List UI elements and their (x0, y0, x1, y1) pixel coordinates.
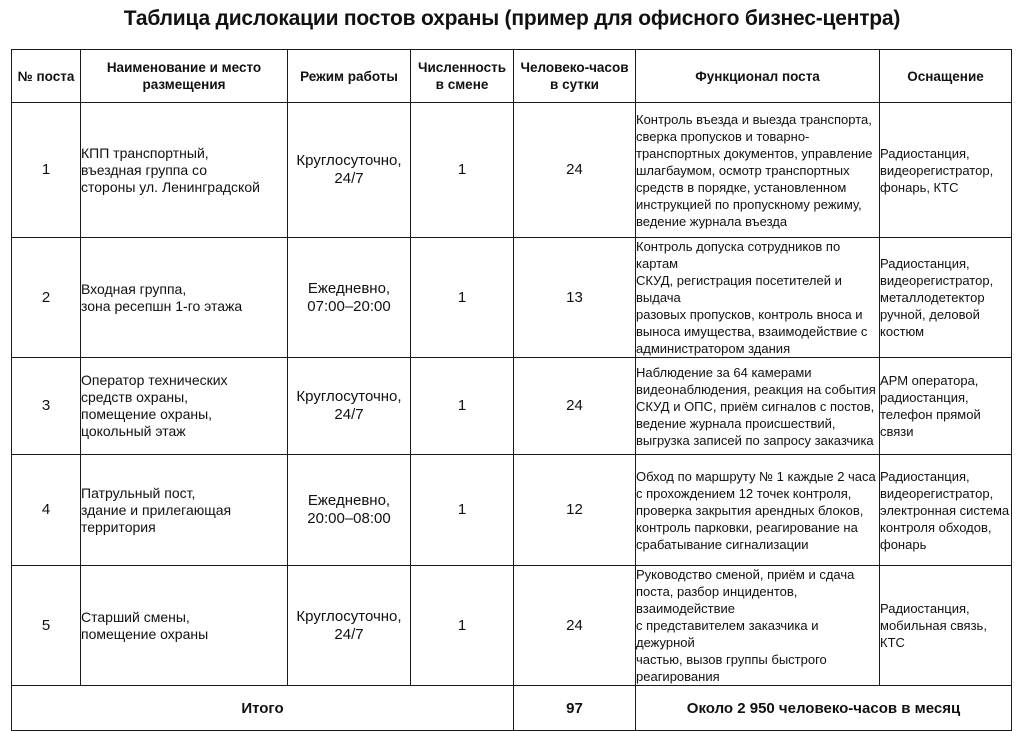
post-number: 4 (12, 455, 81, 566)
table-row (12, 238, 1012, 358)
total-label: Итого (12, 686, 514, 731)
page-title: Таблица дислокации постов охраны (пример для офисного бизнес-центра) (123, 7, 901, 30)
header-functions: Функционал поста (636, 50, 880, 103)
post-functions: Наблюдение за 64 камерами видеонаблюдения, реакция на события СКУД и ОПС, приём сигналов с постов, ведение журнала происшествий, выгрузка записей по запросу заказчика (636, 358, 880, 455)
total-man-hours: 97 (514, 686, 636, 731)
post-place: Оператор технических средств охраны, помещение охраны, цокольный этаж (81, 358, 288, 455)
header-equipment: Оснащение (880, 50, 1012, 103)
post-number: 5 (12, 566, 81, 686)
post-equipment: Радиостанция, видеорегистратор, металлодетектор ручной, деловой костюм (880, 238, 1012, 358)
post-number: 3 (12, 358, 81, 455)
table-row (12, 455, 1012, 566)
post-shift-count: 1 (411, 358, 514, 455)
table-row (12, 358, 1012, 455)
post-work-mode: Круглосуточно, 24/7 (288, 566, 411, 686)
header-post-number: № поста (12, 50, 81, 103)
post-work-mode: Круглосуточно, 24/7 (288, 103, 411, 238)
post-work-mode: Круглосуточно, 24/7 (288, 358, 411, 455)
post-number: 2 (12, 238, 81, 358)
post-equipment: АРМ оператора, радиостанция, телефон прямой связи (880, 358, 1012, 455)
post-number: 1 (12, 103, 81, 238)
post-functions: Обход по маршруту № 1 каждые 2 часа с прохождением 12 точек контроля, проверка закрытия арендных блоков, контроль парковки, реагирование на срабатывание сигнализации (636, 455, 880, 566)
post-functions: Руководство сменой, приём и сдача поста, разбор инцидентов, взаимодействие с представителем заказчика и дежурной частью, вызов группы быстрого реагирования (636, 566, 880, 686)
post-equipment: Радиостанция, видеорегистратор, фонарь, КТС (880, 103, 1012, 238)
table-row (12, 103, 1012, 238)
total-monthly-note: Около 2 950 человеко-часов в месяц (636, 686, 1012, 731)
post-equipment: Радиостанция, видеорегистратор, электронная система контроля обходов, фонарь (880, 455, 1012, 566)
post-shift-count: 1 (411, 566, 514, 686)
post-equipment: Радиостанция, мобильная связь, КТС (880, 566, 1012, 686)
post-place: Патрульный пост, здание и прилегающая территория (81, 455, 288, 566)
header-place: Наименование и место размещения (81, 50, 288, 103)
post-place: Входная группа, зона ресепшн 1-го этажа (81, 238, 288, 358)
header-shift-count: Численность в смене (411, 50, 514, 103)
post-shift-count: 1 (411, 455, 514, 566)
post-work-mode: Ежедневно, 07:00–20:00 (288, 238, 411, 358)
posts-table (11, 49, 1012, 731)
post-shift-count: 1 (411, 103, 514, 238)
header-row (12, 50, 1012, 103)
post-shift-count: 1 (411, 238, 514, 358)
post-man-hours: 24 (514, 103, 636, 238)
post-functions: Контроль допуска сотрудников по картам СКУД, регистрация посетителей и выдача разовых пропусков, контроль вноса и выноса имущества, взаимодействие с администратором здания (636, 238, 880, 358)
post-work-mode: Ежедневно, 20:00–08:00 (288, 455, 411, 566)
post-man-hours: 13 (514, 238, 636, 358)
post-man-hours: 24 (514, 566, 636, 686)
table-row (12, 566, 1012, 686)
post-place: Старший смены, помещение охраны (81, 566, 288, 686)
post-functions: Контроль въезда и выезда транспорта, сверка пропусков и товарно- транспортных документов, управление шлагбаумом, осмотр транспортных средств в порядке, установленном инструкцией по пропускному режиму, ведение журнала въезда (636, 103, 880, 238)
post-man-hours: 24 (514, 358, 636, 455)
total-row (12, 686, 1012, 731)
post-man-hours: 12 (514, 455, 636, 566)
header-man-hours: Человеко-часов в сутки (514, 50, 636, 103)
header-work-mode: Режим работы (288, 50, 411, 103)
post-place: КПП транспортный, въездная группа со стороны ул. Ленинградской (81, 103, 288, 238)
